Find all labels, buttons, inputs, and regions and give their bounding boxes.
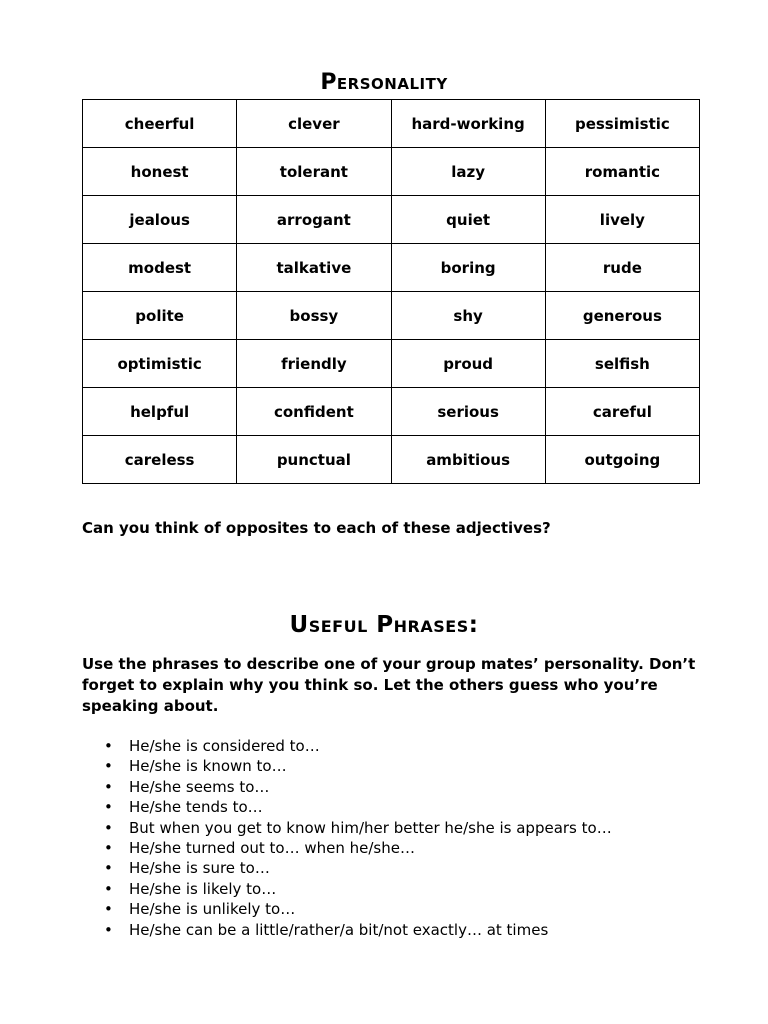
adjective-cell: rude [545,244,699,292]
bullet-icon: • [104,900,113,919]
phrase-text: He/she is known to… [129,757,287,776]
adjective-cell: shy [391,292,545,340]
bullet-icon: • [104,737,113,755]
adjective-cell: clever [237,100,391,148]
phrase-text: He/she is unlikely to… [129,900,296,919]
adjective-cell: proud [391,340,545,388]
phrase-text: He/she is sure to… [129,859,270,878]
table-row [83,388,700,436]
adjective-cell: generous [545,292,699,340]
bullet-icon: • [104,757,113,776]
phrase-text: He/she tends to… [129,798,263,817]
adjective-cell: arrogant [237,196,391,244]
adjective-cell: selfish [545,340,699,388]
phrase-text: He/she seems to… [129,777,270,796]
adjectives-table-body [83,100,700,484]
adjective-cell: lazy [391,148,545,196]
adjective-cell: careless [83,436,237,484]
table-row [83,100,700,148]
useful-phrases-heading: Useful Phrases: [289,612,479,638]
bullet-icon: • [104,920,113,939]
adjective-cell: jealous [83,196,237,244]
phrases-list [82,736,612,940]
adjective-cell: optimistic [83,340,237,388]
table-row [83,196,700,244]
adjective-cell: tolerant [237,148,391,196]
page-title: Personality [320,70,448,95]
table-row [83,244,700,292]
adjective-cell: pessimistic [545,100,699,148]
phrase-text: He/she can be a little/rather/a bit/not exactly… at times [129,920,549,939]
phrase-text: But when you get to know him/her better he/she is appears to… [129,818,612,837]
adjective-cell: modest [83,244,237,292]
list-item [82,838,612,858]
instructions-text: Use the phrases to describe one of your group mates’ personality. Don’t forget to explain why you think so. Let the others guess who you’re speaking about. [82,655,696,715]
list-item [82,797,612,817]
phrase-text: He/she turned out to… when he/she… [129,839,415,858]
phrase-text: He/she is considered to… [129,737,320,755]
list-item [82,818,612,838]
adjective-cell: outgoing [545,436,699,484]
adjective-cell: talkative [237,244,391,292]
adjective-cell: helpful [83,388,237,436]
adjective-cell: hard-working [391,100,545,148]
adjective-cell: confident [237,388,391,436]
adjective-cell: bossy [237,292,391,340]
bullet-icon: • [104,777,113,796]
adjectives-table [82,99,700,484]
adjective-cell: cheerful [83,100,237,148]
list-item [82,756,612,776]
list-item [82,777,612,797]
list-item [82,899,612,919]
list-item [82,879,612,899]
bullet-icon: • [104,839,113,858]
table-row [83,340,700,388]
opposites-question: Can you think of opposites to each of these adjectives? [82,519,551,537]
table-row [83,292,700,340]
table-row [83,148,700,196]
adjective-cell: boring [391,244,545,292]
table-row [83,436,700,484]
bullet-icon: • [104,818,113,837]
adjective-cell: quiet [391,196,545,244]
adjective-cell: honest [83,148,237,196]
bullet-icon: • [104,859,113,878]
phrase-text: He/she is likely to… [129,879,277,898]
adjective-cell: careful [545,388,699,436]
adjective-cell: punctual [237,436,391,484]
adjective-cell: friendly [237,340,391,388]
adjective-cell: lively [545,196,699,244]
adjective-cell: serious [391,388,545,436]
bullet-icon: • [104,798,113,817]
adjective-cell: ambitious [391,436,545,484]
adjective-cell: romantic [545,148,699,196]
list-item [82,858,612,878]
adjective-cell: polite [83,292,237,340]
bullet-icon: • [104,879,113,898]
list-item [82,736,612,756]
list-item [82,920,612,940]
